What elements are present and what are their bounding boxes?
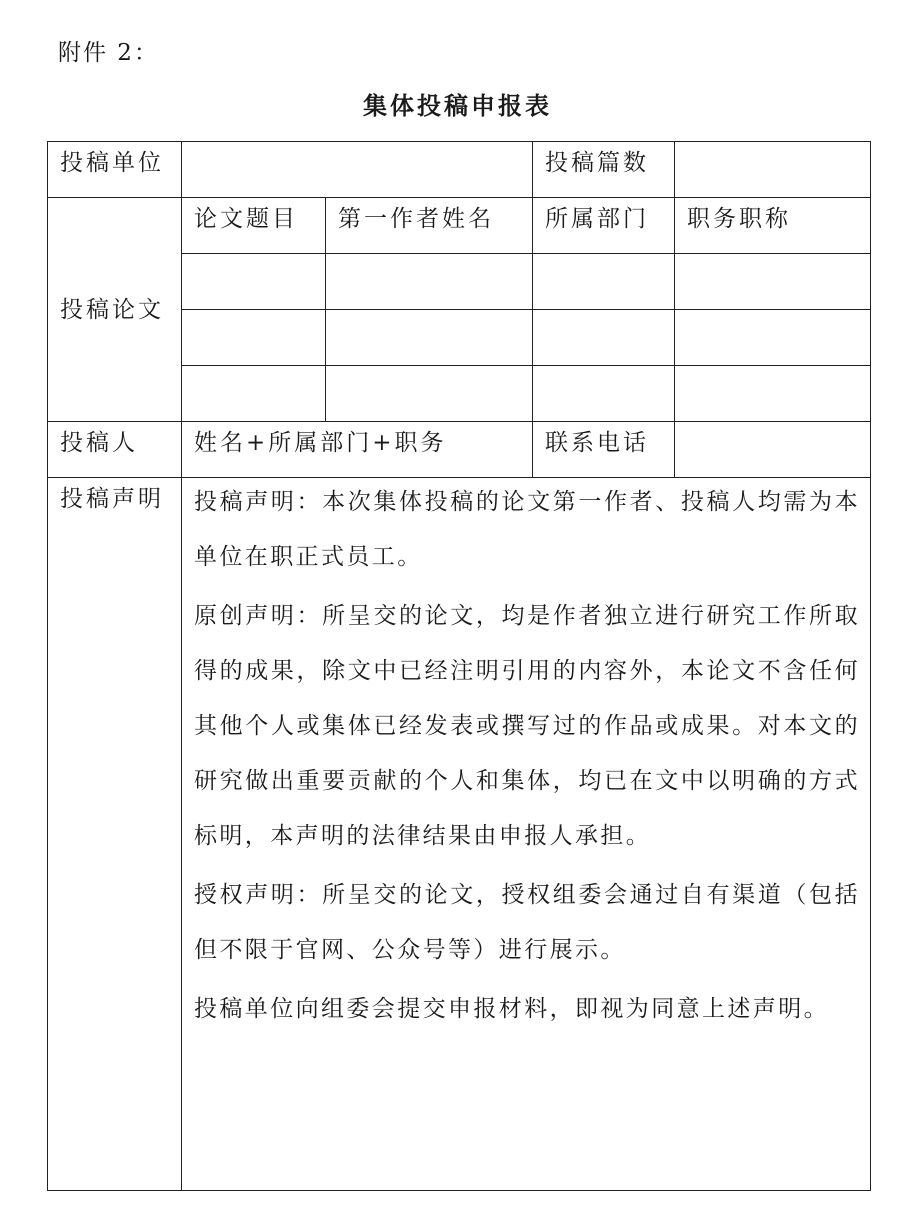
paper-author-cell[interactable] <box>326 310 533 366</box>
submitter-row <box>48 422 871 478</box>
col-header-first-author: 第一作者姓名 <box>326 198 533 254</box>
paper-title-cell[interactable] <box>182 254 326 310</box>
papers-label: 投稿论文 <box>48 198 182 422</box>
paper-title-cell[interactable] <box>182 366 326 422</box>
submission-statement: 投稿声明：本次集体投稿的论文第一作者、投稿人均需为本单位在职正式员工。 <box>194 489 860 570</box>
paper-department-cell[interactable] <box>533 254 675 310</box>
unit-label: 投稿单位 <box>48 142 182 198</box>
col-header-department: 所属部门 <box>533 198 675 254</box>
authorization-statement: 授权声明：所呈交的论文，授权组委会通过自有渠道（包括但不限于官网、公众号等）进行展示。 <box>194 882 860 963</box>
declaration-text-cell <box>182 478 871 1191</box>
submitter-label: 投稿人 <box>48 422 182 478</box>
col-header-title: 论文题目 <box>182 198 326 254</box>
paper-department-cell[interactable] <box>533 366 675 422</box>
phone-input-cell[interactable] <box>675 422 871 478</box>
declaration-row <box>48 478 871 1191</box>
form-title: 集体投稿申报表 <box>363 91 552 120</box>
paper-author-cell[interactable] <box>326 254 533 310</box>
consent-statement: 投稿单位向组委会提交申报材料，即视为同意上述声明。 <box>194 996 829 1022</box>
phone-label: 联系电话 <box>533 422 675 478</box>
paper-title-cell[interactable] <box>182 310 326 366</box>
papers-header-row <box>48 198 871 254</box>
paper-position-cell[interactable] <box>675 254 871 310</box>
paper-count-label: 投稿篇数 <box>533 142 675 198</box>
originality-statement: 原创声明：所呈交的论文，均是作者独立进行研究工作所取得的成果，除文中已经注明引用的内容外，本论文不含任何其他个人或集体已经发表或撰写过的作品或成果。对本文的研究做出重要贡献的个人和集体，均已在文中以明确的方式标明，本声明的法律结果由申报人承担。 <box>194 603 860 849</box>
declaration-label: 投稿声明 <box>48 478 182 1191</box>
paper-position-cell[interactable] <box>675 310 871 366</box>
paper-count-input-cell[interactable] <box>675 142 871 198</box>
unit-input-cell[interactable] <box>182 142 533 198</box>
unit-row <box>48 142 871 198</box>
col-header-position: 职务职称 <box>675 198 871 254</box>
attachment-label: 附件 2： <box>58 40 159 66</box>
submitter-input-cell[interactable]: 姓名+所属部门+职务 <box>182 422 533 478</box>
paper-department-cell[interactable] <box>533 310 675 366</box>
paper-position-cell[interactable] <box>675 366 871 422</box>
paper-author-cell[interactable] <box>326 366 533 422</box>
submission-form-table <box>47 141 871 1191</box>
